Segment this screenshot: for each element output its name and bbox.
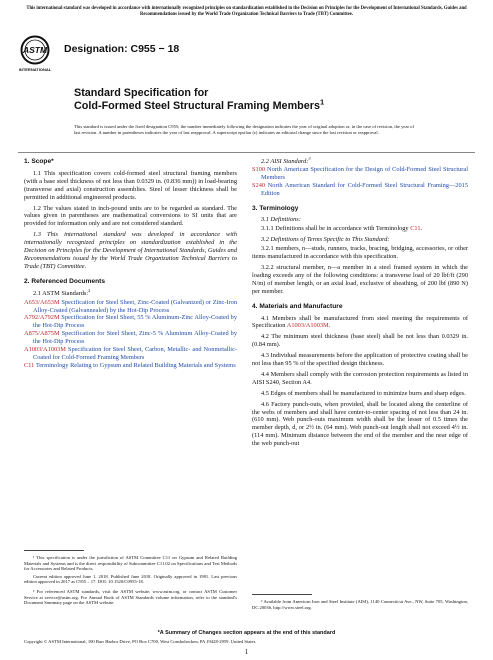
ref-link[interactable]: S100 [252, 165, 266, 173]
ref-a653: A653/A653M Specification for Steel Sheet, Zinc-Coated (Galvanized) or Zinc-Iron Alloy-Coated (Galvannealed) by the Hot-Dip Process [24, 298, 237, 314]
ref-a875: A875/A875M Specification for Steel Sheet, Zinc-5 % Aluminum Alloy-Coated by the Hot-Dip Process [24, 330, 237, 346]
footnote-1b: Current edition approved June 1, 2018. Published June 2018. Originally approved in 1981. Last previous edition approved in 2017 as C955 – 17. DOI: 10.1520/C0955-18. [24, 573, 237, 585]
para-3-2-1: 3.2.1 members, n—studs, runners, tracks, bracing, bridging, accessories, or other items manufactured in accordance with this specification. [252, 245, 468, 261]
footnote-2: ² For referenced ASTM standards, visit the ASTM website, www.astm.org, or contact ASTM Customer Service at service@astm.org. For Annual Book of ASTM Standards volume information, refer to the standard's Document Summary page on the ASTM website. [24, 588, 237, 606]
ref-link[interactable]: A653/A653M [24, 298, 60, 306]
referenced-docs-heading: 2. Referenced Documents [24, 277, 105, 285]
para-4-4: 4.4 Members shall comply with the corrosion protection requirements as listed in AISI S240, Section A4. [252, 370, 468, 386]
ref-a792: A792/A792M Specification for Steel Sheet, 55 % Aluminum-Zinc Alloy-Coated by the Hot-Dip Process [24, 314, 237, 330]
astm-standards-label: 2.1 ASTM Standards:$^2$ [33, 287, 91, 297]
ref-link[interactable]: S240 [252, 181, 266, 189]
terminology-heading: 3. Terminology [252, 204, 299, 212]
para-4-3: 4.3 Individual measurements before the application of protective coating shall be not less than 95 % of the specified design thickness. [252, 352, 468, 368]
title-line-1: Standard Specification for [74, 87, 209, 99]
summary-note: *A Summary of Changes section appears at the end of this standard [157, 630, 336, 636]
footnote-1: ¹ This specification is under the jurisdiction of ASTM Committee C11 on Gypsum and Related Building Materials and Systems and is the direct responsibility of Subcommittee C11.02 on Specifications and Test Methods for Accessories and Related Products. [24, 555, 237, 572]
ref-s100: S100 North American Specification for the Design of Cold-Formed Steel Structural Members [252, 165, 468, 181]
designation: Designation: C955 − 18 [64, 43, 180, 55]
svg-text:INTERNATIONAL: INTERNATIONAL [18, 67, 52, 72]
right-column [252, 155, 468, 448]
para-4-6: 4.6 Factory punch-outs, when provided, shall be located along the centerline of the webs of members and shall have center-to-center spacing of not less than 24 in. (610 mm). Web punch-outs maximum width shall be the lesser of 0.5 times the member depth, d, or 2½ in. (64 mm). Web punch-out length shall not exceed 4½ in. (114 mm). Minimum distance between the end of the member and the near edge of the web punch-out [252, 400, 468, 448]
title-line-2: Cold-Formed Steel Structural Framing Members [74, 99, 320, 112]
para-3-1: 3.1 Definitions: [261, 216, 301, 224]
scope-heading: 1. Scope* [24, 158, 54, 165]
ref-c11: C11 Terminology Relating to Gypsum and Related Building Materials and Systems [24, 361, 236, 369]
para-1-2: 1.2 The values stated in inch-pound units are to be regarded as standard. The values given in parentheses are mathematical conversions to SI units that are provided for information only and are not considered standard. [24, 204, 237, 228]
title-footnote-mark: 1 [319, 97, 325, 107]
ref-link[interactable]: A1003/A1003M [286, 322, 329, 330]
footnote-3: ³ Available from American Iron and Steel Institute (AISI), 1140 Connecticut Ave., NW, Suite 705, Washington, DC 20036, http://www.steel.org. [252, 599, 468, 610]
astm-logo [18, 34, 54, 74]
para-4-2: 4.2 The minimum steel thickness (base steel) shall be not less than 0.0329 in. (0.84 mm). [252, 333, 468, 349]
ref-link[interactable]: A875/A875M [24, 330, 60, 338]
materials-heading: 4. Materials and Manufacture [252, 302, 343, 310]
ref-s240: S240 North American Standard for Cold-Formed Steel Structural Framing—2015 Edition [252, 181, 468, 197]
para-3-2: 3.2 Definitions of Terms Specific to This Standard: [261, 236, 390, 244]
para-4-1: 4.1 Members shall be manufactured from steel meeting the requirements of Specification A1003/A1003M. [252, 314, 468, 330]
document-title [74, 87, 324, 113]
aisi-standard-label: 2.2 AISI Standard:$^3$ [261, 155, 311, 165]
page-number: 1 [244, 648, 249, 656]
footnote-rule-right [252, 594, 312, 595]
para-3-2-2: 3.2.2 structural member, n—a member in a steel framed system in which the loading exceeds any of the following conditions: a transverse load of 20 lbf/ft (290 N/m) of member length, or an axial load, exclusive of sheathing, of 200 lbf (890 N) per member. [252, 263, 468, 295]
ref-link[interactable]: A792/A792M [24, 314, 60, 322]
left-column [24, 158, 237, 370]
para-4-5: 4.5 Edges of members shall be manufactured to minimize burrs and sharp edges. [261, 389, 466, 397]
ref-link[interactable]: C11 [410, 225, 421, 233]
astm-refs [24, 299, 237, 370]
header-rule [18, 152, 475, 153]
svg-text:ASTM: ASTM [22, 45, 48, 55]
ref-a1003: A1003/A1003M Specification for Steel Sheet, Carbon, Metallic- and Nonmetallic-Coated for Cold-Formed Framing Members [24, 346, 237, 361]
para-1-3: 1.3 This international standard was developed in accordance with internationally recognized principles on standardization established in the Decision on Principles for the Development of International Standards, Guides and Recommendations issued by the World Trade Organization Technical Barriers to Trade (TBT) Committee. [24, 231, 237, 270]
left-footnotes [24, 555, 237, 606]
ref-link[interactable]: A1003/A1003M [24, 346, 66, 354]
copyright: Copyright © ASTM International, 100 Barr Harbor Drive, PO Box C700, West Conshohocken, PA 19428-2959. United States [24, 639, 256, 644]
tbt-notice: This international standard was developed in accordance with internationally recognized principles on standardization established in the Decision on Principles for the Development of International Standards, Guides and Recommendations issued by the World Trade Organization Technical Barriers to Trade (TBT) Committee. [26, 6, 467, 17]
para-3-1-1: 3.1.1 Definitions shall be in accordance with Terminology C11. [261, 225, 423, 233]
astm-logo-mark [18, 34, 54, 74]
footnote-rule-left [24, 550, 84, 551]
ref-link[interactable]: C11 [24, 361, 35, 369]
issue-note: This standard is issued under the fixed designation C955; the number immediately following the designation indicates the year of original adoption or, in the case of revision, the year of last revision. A number in parentheses indicates the year of last reapproval. A superscript epsilon (ε) indicates an editorial change since the last revision or reapproval. [74, 124, 414, 135]
para-1-1: 1.1 This specification covers cold-formed steel structural framing members (with a base steel thickness of not less than 0.0329 in. (0.836 mm)) in load-bearing (transverse and axial) construction assemblies. Steel of lesser thickness shall be permitted in additional engineered products. [24, 169, 237, 201]
